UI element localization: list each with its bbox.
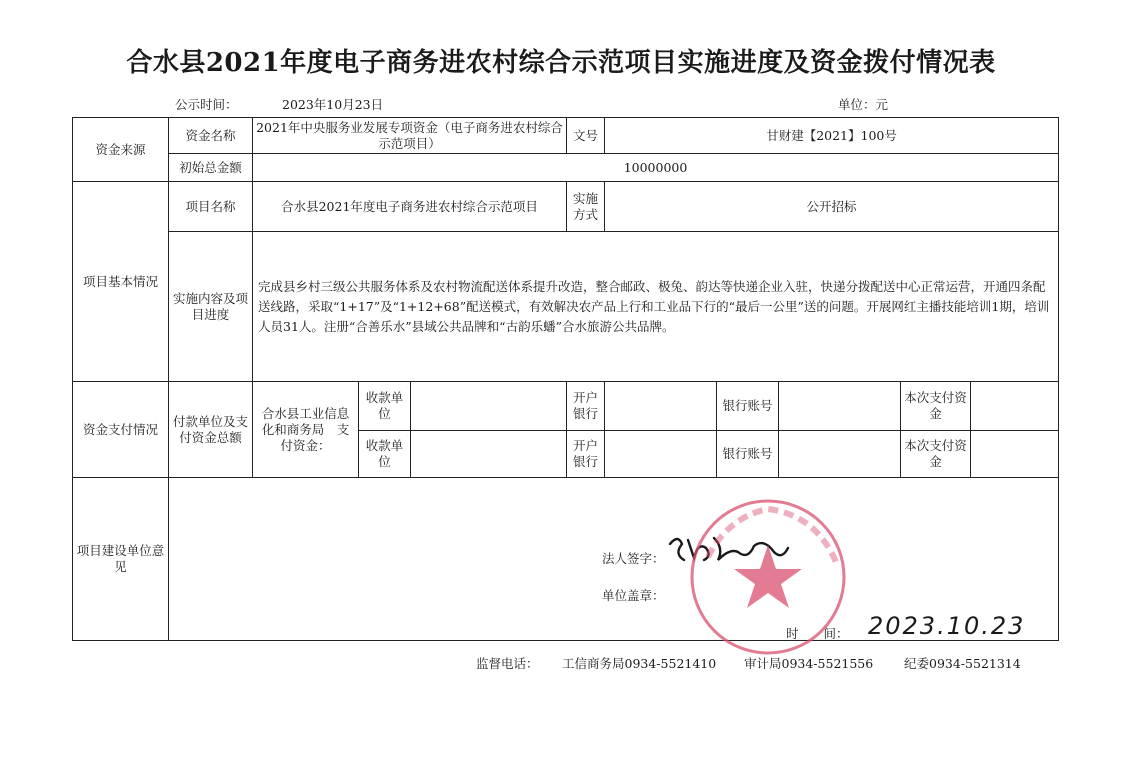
date-label: 公示时间：	[175, 97, 238, 112]
account-value-1	[779, 382, 901, 431]
opinion-header: 项目建设单位意见	[73, 478, 169, 641]
seal-label: 单位盖章：	[602, 588, 665, 603]
date-value: 2023年10月23日	[282, 97, 384, 112]
payee-label-2: 收款单位	[359, 431, 411, 478]
official-seal-stamp	[668, 497, 858, 657]
amount-value-1	[971, 382, 1059, 431]
account-value-2	[779, 431, 901, 478]
report-table	[72, 117, 1059, 641]
amount-label-1: 本次支付资金	[901, 382, 971, 431]
payment-header: 资金支付情况	[73, 382, 169, 478]
payer-value: 合水县工业信息化和商务局 支付资金：	[253, 382, 359, 478]
unit-label: 单位：元	[838, 97, 889, 112]
payee-label-1: 收款单位	[359, 382, 411, 431]
account-label-1: 银行账号	[717, 382, 779, 431]
time-label: 时 间：	[786, 626, 849, 641]
account-label-2: 银行账号	[717, 431, 779, 478]
amount-label-2: 本次支付资金	[901, 431, 971, 478]
amount-value-2	[971, 431, 1059, 478]
project-name-value: 合水县2021年度电子商务进农村综合示范项目	[253, 182, 567, 232]
legal-sign-label: 法人签字：	[602, 551, 665, 566]
phone-discipline: 纪委0934-5521314	[904, 656, 1021, 671]
payer-label: 付款单位及支付资金总额	[169, 382, 253, 478]
bank-label-2: 开户银行	[567, 431, 605, 478]
bank-label-1: 开户银行	[567, 382, 605, 431]
funding-source-header: 资金来源	[73, 118, 169, 182]
payee-value-2	[411, 431, 567, 478]
method-value: 公开招标	[605, 182, 1059, 232]
initial-total-value: 10000000	[253, 154, 1059, 182]
project-name-label: 项目名称	[169, 182, 253, 232]
fund-name-label: 资金名称	[169, 118, 253, 154]
handwritten-date: 2023.10.23	[868, 612, 1026, 640]
payee-value-1	[411, 382, 567, 431]
fund-name-value: 2021年中央服务业发展专项资金（电子商务进农村综合示范项目）	[253, 118, 567, 154]
bank-value-1	[605, 382, 717, 431]
doc-number-value: 甘财建【2021】100号	[605, 118, 1059, 154]
method-label: 实施方式	[567, 182, 605, 232]
project-basic-header: 项目基本情况	[73, 182, 169, 382]
doc-number-label: 文号	[567, 118, 605, 154]
initial-total-label: 初始总金额	[169, 154, 253, 182]
bank-value-2	[605, 431, 717, 478]
phone-commerce: 工信商务局0934-5521410	[562, 656, 717, 671]
phone-audit: 审计局0934-5521556	[744, 656, 874, 671]
page-title: 合水县2021年度电子商务进农村综合示范项目实施进度及资金拨付情况表	[126, 48, 996, 78]
progress-label: 实施内容及项目进度	[169, 232, 253, 382]
supervise-label: 监督电话：	[476, 656, 539, 671]
progress-value: 完成县乡村三级公共服务体系及农村物流配送体系提升改造，整合邮政、极兔、韵达等快递企业入驻，快递分拨配送中心正常运营，开通四条配送线路，采取“1+17”及“1+12+68”配送模式，有效解决农产品上行和工业品下行的“最后一公里”送的问题。开展网红主播技能培训1期，培训人员31人。注册“合善乐水”县域公共品牌和“古韵乐蟠”合水旅游公共品牌。	[253, 232, 1059, 382]
